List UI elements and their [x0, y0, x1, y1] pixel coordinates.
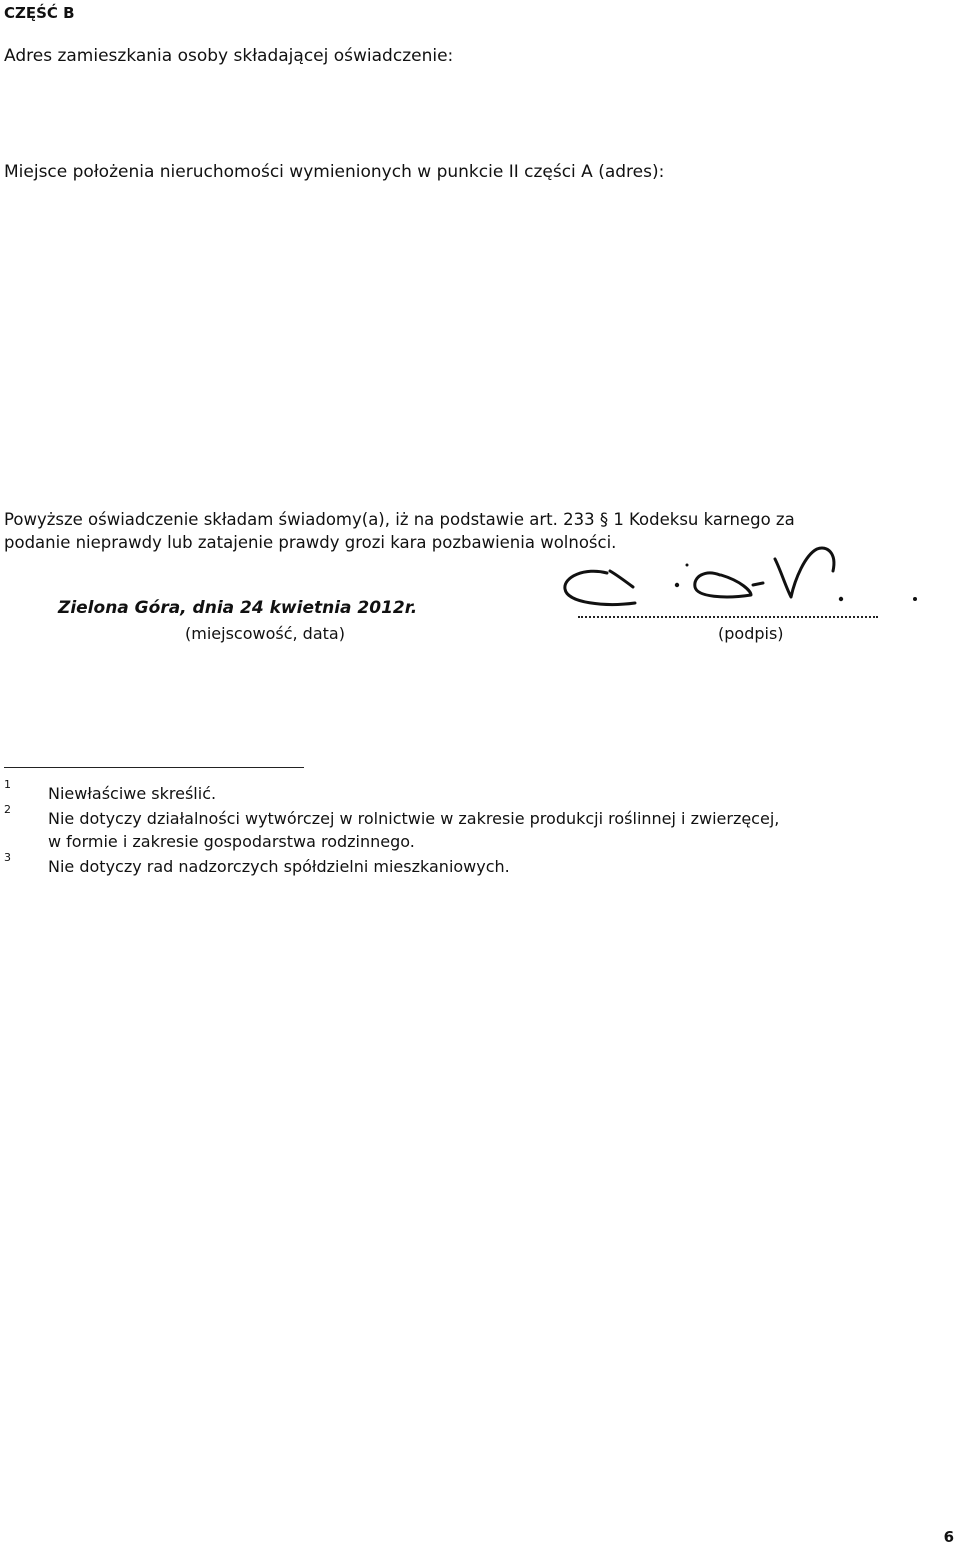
- footnote-number-3: 3: [4, 851, 11, 864]
- footnote-text-3: Nie dotyczy rad nadzorczych spółdzielni mieszkaniowych.: [48, 857, 510, 876]
- section-title: CZĘŚĆ B: [4, 4, 75, 22]
- statement-line-1: Powyższe oświadczenie składam świadomy(a), iż na podstawie art. 233 § 1 Kodeksu karnego za: [4, 510, 795, 529]
- address-label: Adres zamieszkania osoby składającej oświadczenie:: [4, 46, 454, 66]
- footnote-separator: [4, 767, 304, 768]
- footnote-number-2: 2: [4, 803, 11, 816]
- page-number: 6: [943, 1528, 954, 1546]
- place-date-caption: (miejscowość, data): [185, 624, 345, 643]
- footnote-text-2-line-1: Nie dotyczy działalności wytwórczej w rolnictwie w zakresie produkcji roślinnej i zwierzęcej,: [48, 809, 780, 828]
- footnote-number-1: 1: [4, 778, 11, 791]
- footnote-text-1: Niewłaściwe skreślić.: [48, 784, 217, 803]
- property-location-label: Miejsce położenia nieruchomości wymienionych w punkcie II części A (adres):: [4, 162, 665, 182]
- footnote-text-2-line-2: w formie i zakresie gospodarstwa rodzinnego.: [48, 832, 415, 851]
- place-date: Zielona Góra, dnia 24 kwietnia 2012r.: [58, 598, 418, 618]
- signature-caption: (podpis): [718, 624, 784, 643]
- handwritten-signature: [555, 545, 955, 629]
- statement-line-2: podanie nieprawdy lub zatajenie prawdy grozi kara pozbawienia wolności.: [4, 533, 617, 552]
